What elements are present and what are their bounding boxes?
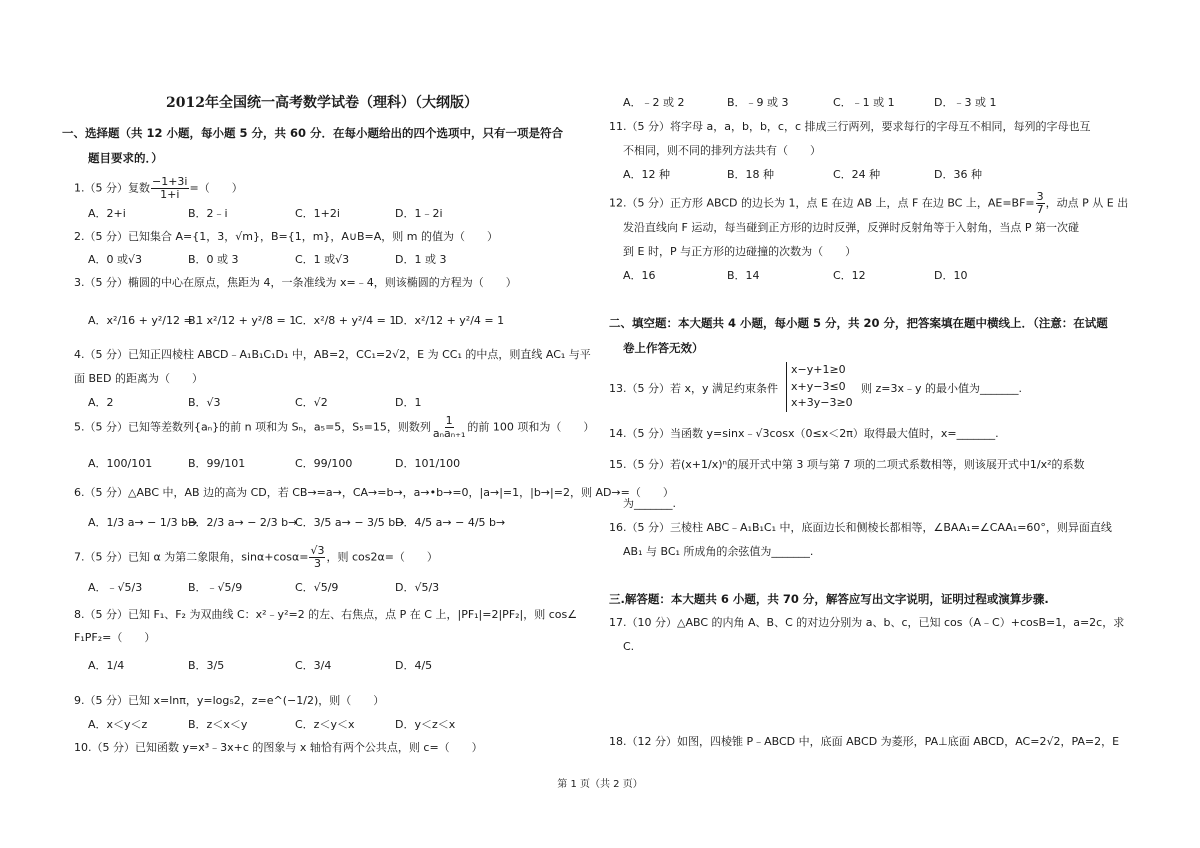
q7-option-d: D．√5/3 — [395, 581, 440, 594]
q1-option-c: C．1+2i — [295, 207, 340, 220]
q5-option-a: A．100/101 — [88, 457, 153, 470]
right-column — [609, 0, 1149, 848]
q10-option-d: D．﹣3 或 1 — [934, 96, 997, 109]
q2-option-c: C．1 或√3 — [295, 253, 350, 266]
q3-option-b: B．x²/12 + y²/8 = 1 — [188, 314, 297, 327]
section-2-heading-cont: 卷上作答无效） — [623, 341, 704, 355]
q8-option-c: C．3/4 — [295, 659, 332, 672]
section-3-heading: 三.解答题：本大题共 6 小题，共 70 分，解答应写出文字说明，证明过程或演算步骤. — [609, 592, 1049, 606]
question-13: 13.（5 分）若 x，y 满足约束条件 — [609, 382, 779, 395]
q9-option-a: A．x＜y＜z — [88, 718, 148, 731]
question-8-cont: F₁PF₂=（ ） — [74, 631, 156, 644]
q3-option-d: D．x²/12 + y²/4 = 1 — [395, 314, 505, 327]
page-footer: 第 1 页（共 2 页） — [557, 779, 643, 790]
question-4: 4.（5 分）已知正四棱柱 ABCD﹣A₁B₁C₁D₁ 中，AB=2，CC₁=2√2，E 为 CC₁ 的中点，则直线 AC₁ 与平 — [74, 348, 591, 361]
q6-option-c: C．3/5 a→ − 3/5 b→ — [295, 516, 405, 529]
page-title: 2012年全国统一高考数学试卷（理科）（大纲版） — [166, 95, 478, 111]
question-3: 3.（5 分）椭圆的中心在原点，焦距为 4，一条准线为 x=﹣4，则该椭圆的方程为（ ） — [74, 276, 517, 289]
question-6: 6.（5 分）△ABC 中，AB 边的高为 CD，若 CB→=a→，CA→=b→，a→•b→=0，|a→|=1，|b→|=2，则 AD→=（ ） — [74, 486, 674, 499]
q12-fraction: $\frac{3}{7}$ — [1036, 190, 1044, 216]
q1-option-b: B．2﹣i — [188, 207, 228, 220]
q4-option-c: C．√2 — [295, 396, 328, 409]
q13-constraints: x−y+1≥0 x+y−3≤0 x+3y−3≥0 — [786, 362, 853, 412]
q3-option-a: A．x²/16 + y²/12 = 1 — [88, 314, 204, 327]
question-16: 16.（5 分）三棱柱 ABC﹣A₁B₁C₁ 中，底面边长和侧棱长都相等，∠BAA₁=∠CAA₁=60°，则异面直线 — [609, 521, 1112, 534]
q5-option-b: B．99/101 — [188, 457, 246, 470]
q6-option-a: A．1/3 a→ − 1/3 b→ — [88, 516, 198, 529]
q1-option-a: A．2+i — [88, 207, 126, 220]
section-1-heading: 一、选择题（共 12 小题，每小题 5 分，共 60 分．在每小题给出的四个选项中，只有一项是符合 — [62, 126, 564, 140]
question-9: 9.（5 分）已知 x=lnπ，y=log₅2，z=e^(−1/2)，则（ ） — [74, 694, 385, 707]
question-17-cont: C. — [623, 640, 635, 653]
q4-option-d: D．1 — [395, 396, 422, 409]
question-1: 1.（5 分）复数 $\frac{-1+3i}{1+i}$ =（ ） — [74, 175, 243, 201]
q7-option-c: C．√5/9 — [295, 581, 339, 594]
section-2-heading: 二、填空题：本大题共 4 小题，每小题 5 分，共 20 分，把答案填在题中横线上．（注意：在试题 — [609, 316, 1108, 330]
question-4-cont: 面 BED 的距离为（ ） — [74, 372, 203, 385]
q11-option-a: A．12 种 — [623, 168, 671, 181]
question-13-tail: 则 z=3x﹣y 的最小值为_______. — [861, 382, 1022, 395]
q9-option-d: D．y＜z＜x — [395, 718, 456, 731]
q12-option-c: C．12 — [833, 269, 866, 282]
q11-option-b: B．18 种 — [727, 168, 775, 181]
q2-option-a: A．0 或√3 — [88, 253, 143, 266]
q12-option-d: D．10 — [934, 269, 968, 282]
q6-option-b: B．2/3 a→ − 2/3 b→ — [188, 516, 298, 529]
q2-option-d: D．1 或 3 — [395, 253, 447, 266]
q8-option-d: D．4/5 — [395, 659, 433, 672]
q10-option-a: A．﹣2 或 2 — [623, 96, 685, 109]
question-8: 8.（5 分）已知 F₁、F₂ 为双曲线 C：x²﹣y²=2 的左、右焦点，点 P 在 C 上，|PF₁|=2|PF₂|，则 cos∠ — [74, 608, 578, 621]
question-10: 10.（5 分）已知函数 y=x³﹣3x+c 的图象与 x 轴恰有两个公共点，则 c=（ ） — [74, 741, 483, 754]
q12-option-b: B．14 — [727, 269, 760, 282]
q4-option-a: A．2 — [88, 396, 114, 409]
q9-option-c: C．z＜y＜x — [295, 718, 355, 731]
question-11: 11.（5 分）将字母 a，a，b，b，c，c 排成三行两列，要求每行的字母互不相同，每列的字母也互 — [609, 120, 1091, 133]
question-17: 17.（10 分）△ABC 的内角 A、B、C 的对边分别为 a、b、c，已知 cos（A﹣C）+cosB=1，a=2c，求 — [609, 616, 1125, 629]
q2-option-b: B．0 或 3 — [188, 253, 239, 266]
question-5: 5.（5 分）已知等差数列{aₙ}的前 n 项和为 Sₙ，a₅=5，S₅=15，则数列 $\frac{1}{\text{aₙaₙ₊₁}}$ 的前 100 项和为（ ） — [74, 414, 595, 440]
q10-option-b: B．﹣9 或 3 — [727, 96, 789, 109]
q5-option-c: C．99/100 — [295, 457, 353, 470]
q5-fraction: $\frac{1}{\text{aₙaₙ₊₁}}$ — [432, 414, 466, 440]
question-12: 12.（5 分）正方形 ABCD 的边长为 1，点 E 在边 AB 上，点 F 在边 BC 上，AE=BF= $\frac{3}{7}$ ，动点 P 从 E 出 — [609, 190, 1129, 216]
q1-option-d: D．1﹣2i — [395, 207, 443, 220]
question-16-cont: AB₁ 与 BC₁ 所成角的余弦值为_______. — [623, 545, 814, 558]
question-12-cont: 发沿直线向 F 运动，每当碰到正方形的边时反弹，反弹时反射角等于入射角，当点 P 第一次碰 — [623, 221, 1079, 234]
q8-option-b: B．3/5 — [188, 659, 225, 672]
q11-option-c: C．24 种 — [833, 168, 881, 181]
question-11-cont: 不相同，则不同的排列方法共有（ ） — [623, 144, 821, 157]
section-1-heading-cont: 题目要求的．） — [88, 151, 163, 165]
q3-option-c: C．x²/8 + y²/4 = 1 — [295, 314, 397, 327]
q8-option-a: A．1/4 — [88, 659, 125, 672]
q6-option-d: D．4/5 a→ − 4/5 b→ — [395, 516, 506, 529]
q4-option-b: B．√3 — [188, 396, 221, 409]
question-14: 14.（5 分）当函数 y=sinx﹣√3cosx（0≤x＜2π）取得最大值时，x=_______. — [609, 427, 999, 440]
question-2: 2.（5 分）已知集合 A={1，3，√m}，B={1，m}，A∪B=A，则 m 的值为（ ） — [74, 230, 498, 243]
q1-fraction: $\frac{-1+3i}{1+i}$ — [152, 175, 188, 201]
q12-option-a: A．16 — [623, 269, 656, 282]
question-18: 18.（12 分）如图，四棱锥 P﹣ABCD 中，底面 ABCD 为菱形，PA⊥底面 ABCD，AC=2√2，PA=2，E — [609, 735, 1120, 748]
q7-fraction: $\frac{√3}{3}$ — [310, 544, 325, 570]
question-15: 15.（5 分）若(x+1/x)ⁿ的展开式中第 3 项与第 7 项的二项式系数相等，则该展开式中1/x²的系数 — [609, 458, 1085, 471]
q7-option-b: B．﹣√5/9 — [188, 581, 243, 594]
q11-option-d: D．36 种 — [934, 168, 982, 181]
question-12-cont-2: 到 E 时，P 与正方形的边碰撞的次数为（ ） — [623, 245, 857, 258]
q5-option-d: D．101/100 — [395, 457, 461, 470]
q7-option-a: A．﹣√5/3 — [88, 581, 143, 594]
question-15-cont: 为_______. — [623, 497, 676, 510]
question-7: 7.（5 分）已知 α 为第二象限角，sinα+cosα= $\frac{√3}{3}$ ，则 cos2α=（ ） — [74, 544, 438, 570]
q10-option-c: C．﹣1 或 1 — [833, 96, 895, 109]
q9-option-b: B．z＜x＜y — [188, 718, 248, 731]
